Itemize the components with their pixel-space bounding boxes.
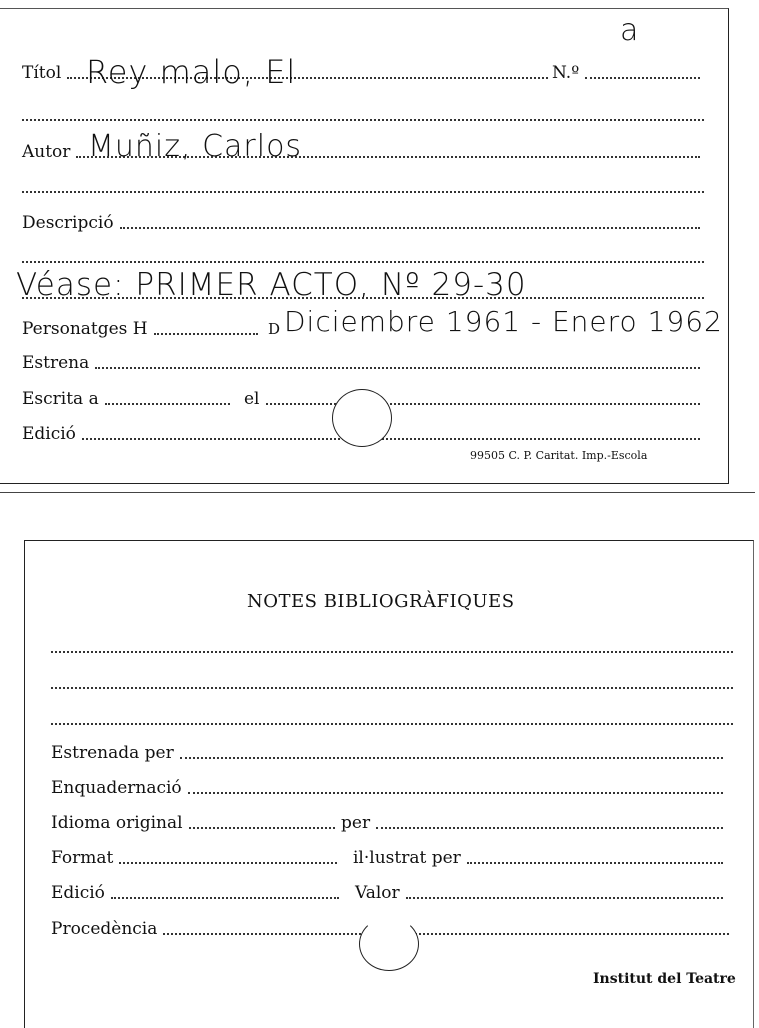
description-continuation-line (22, 261, 704, 263)
description-label: Descripció (22, 213, 114, 233)
by-label: per (341, 813, 371, 833)
back-edition-row (51, 885, 343, 902)
premiere-line (95, 367, 700, 369)
date-handwriting: Diciembre 1961 - Enero 1962 (284, 305, 723, 338)
value-label: Valor (355, 883, 400, 903)
value-row (355, 885, 727, 902)
value-line (406, 897, 723, 899)
printer-note: 99505 C. P. Caritat. Imp.-Escola (470, 449, 648, 462)
characters-row (22, 321, 262, 338)
premiered-by-line (180, 757, 723, 759)
provenance-line (163, 933, 729, 935)
binding-line (188, 792, 723, 794)
original-language-row (51, 815, 339, 832)
notes-line-2 (51, 687, 733, 689)
description-line (120, 227, 700, 229)
catalog-card-back (24, 540, 754, 1028)
format-row (51, 850, 341, 867)
premiered-by-label: Estrenada per (51, 743, 174, 763)
author-handwriting: Muñiz, Carlos (88, 129, 303, 164)
author-label: Autor (22, 142, 71, 162)
binding-row (51, 780, 727, 797)
format-label: Format (51, 848, 114, 868)
edition-label: Edició (22, 424, 76, 444)
written-label: Escrita a (22, 389, 99, 409)
back-edition-line (111, 897, 339, 899)
see-note-line (22, 297, 704, 299)
on-label: el (244, 389, 260, 409)
translator-line (376, 827, 723, 829)
number-row (552, 65, 704, 82)
see-reference-handwriting: Véase: PRIMER ACTO, Nº 29-30 (16, 267, 527, 303)
characters-female-label: D (268, 320, 281, 338)
written-place-line (105, 403, 230, 405)
binding-label: Enquadernació (51, 778, 182, 798)
number-label: N.º (552, 63, 580, 83)
characters-label: Personatges H (22, 319, 148, 339)
title-continuation-line (22, 119, 704, 121)
edition-line (82, 438, 700, 440)
provenance-label: Procedència (51, 919, 158, 939)
notes-line-1 (51, 651, 733, 653)
description-row (22, 215, 704, 232)
institution-name: Institut del Teatre (593, 971, 736, 987)
premiere-label: Estrena (22, 353, 90, 373)
illustrator-row (353, 850, 727, 867)
written-date-row (244, 391, 704, 408)
title-label: Títol (22, 63, 62, 83)
punch-hole (332, 389, 392, 447)
illustrator-line (467, 862, 723, 864)
corner-mark: a (620, 13, 640, 48)
punch-hole (359, 917, 419, 971)
written-row (22, 391, 234, 408)
notes-heading: NOTES BIBLIOGRÀFIQUES (247, 591, 515, 612)
characters-male-line (154, 333, 258, 335)
notes-line-3 (51, 723, 733, 725)
number-line (585, 77, 700, 79)
premiere-row (22, 355, 704, 372)
card-separator (0, 492, 755, 493)
premiered-by-row (51, 745, 727, 762)
original-language-label: Idioma original (51, 813, 183, 833)
format-line (119, 862, 337, 864)
back-edition-label: Edició (51, 883, 105, 903)
author-continuation-line (22, 191, 704, 193)
catalog-card-front (0, 8, 729, 484)
title-handwriting: Rey malo, El (86, 53, 297, 91)
illustrated-by-label: il·lustrat per (353, 848, 461, 868)
written-date-line (266, 403, 701, 405)
translator-row (341, 815, 727, 832)
original-language-line (189, 827, 335, 829)
